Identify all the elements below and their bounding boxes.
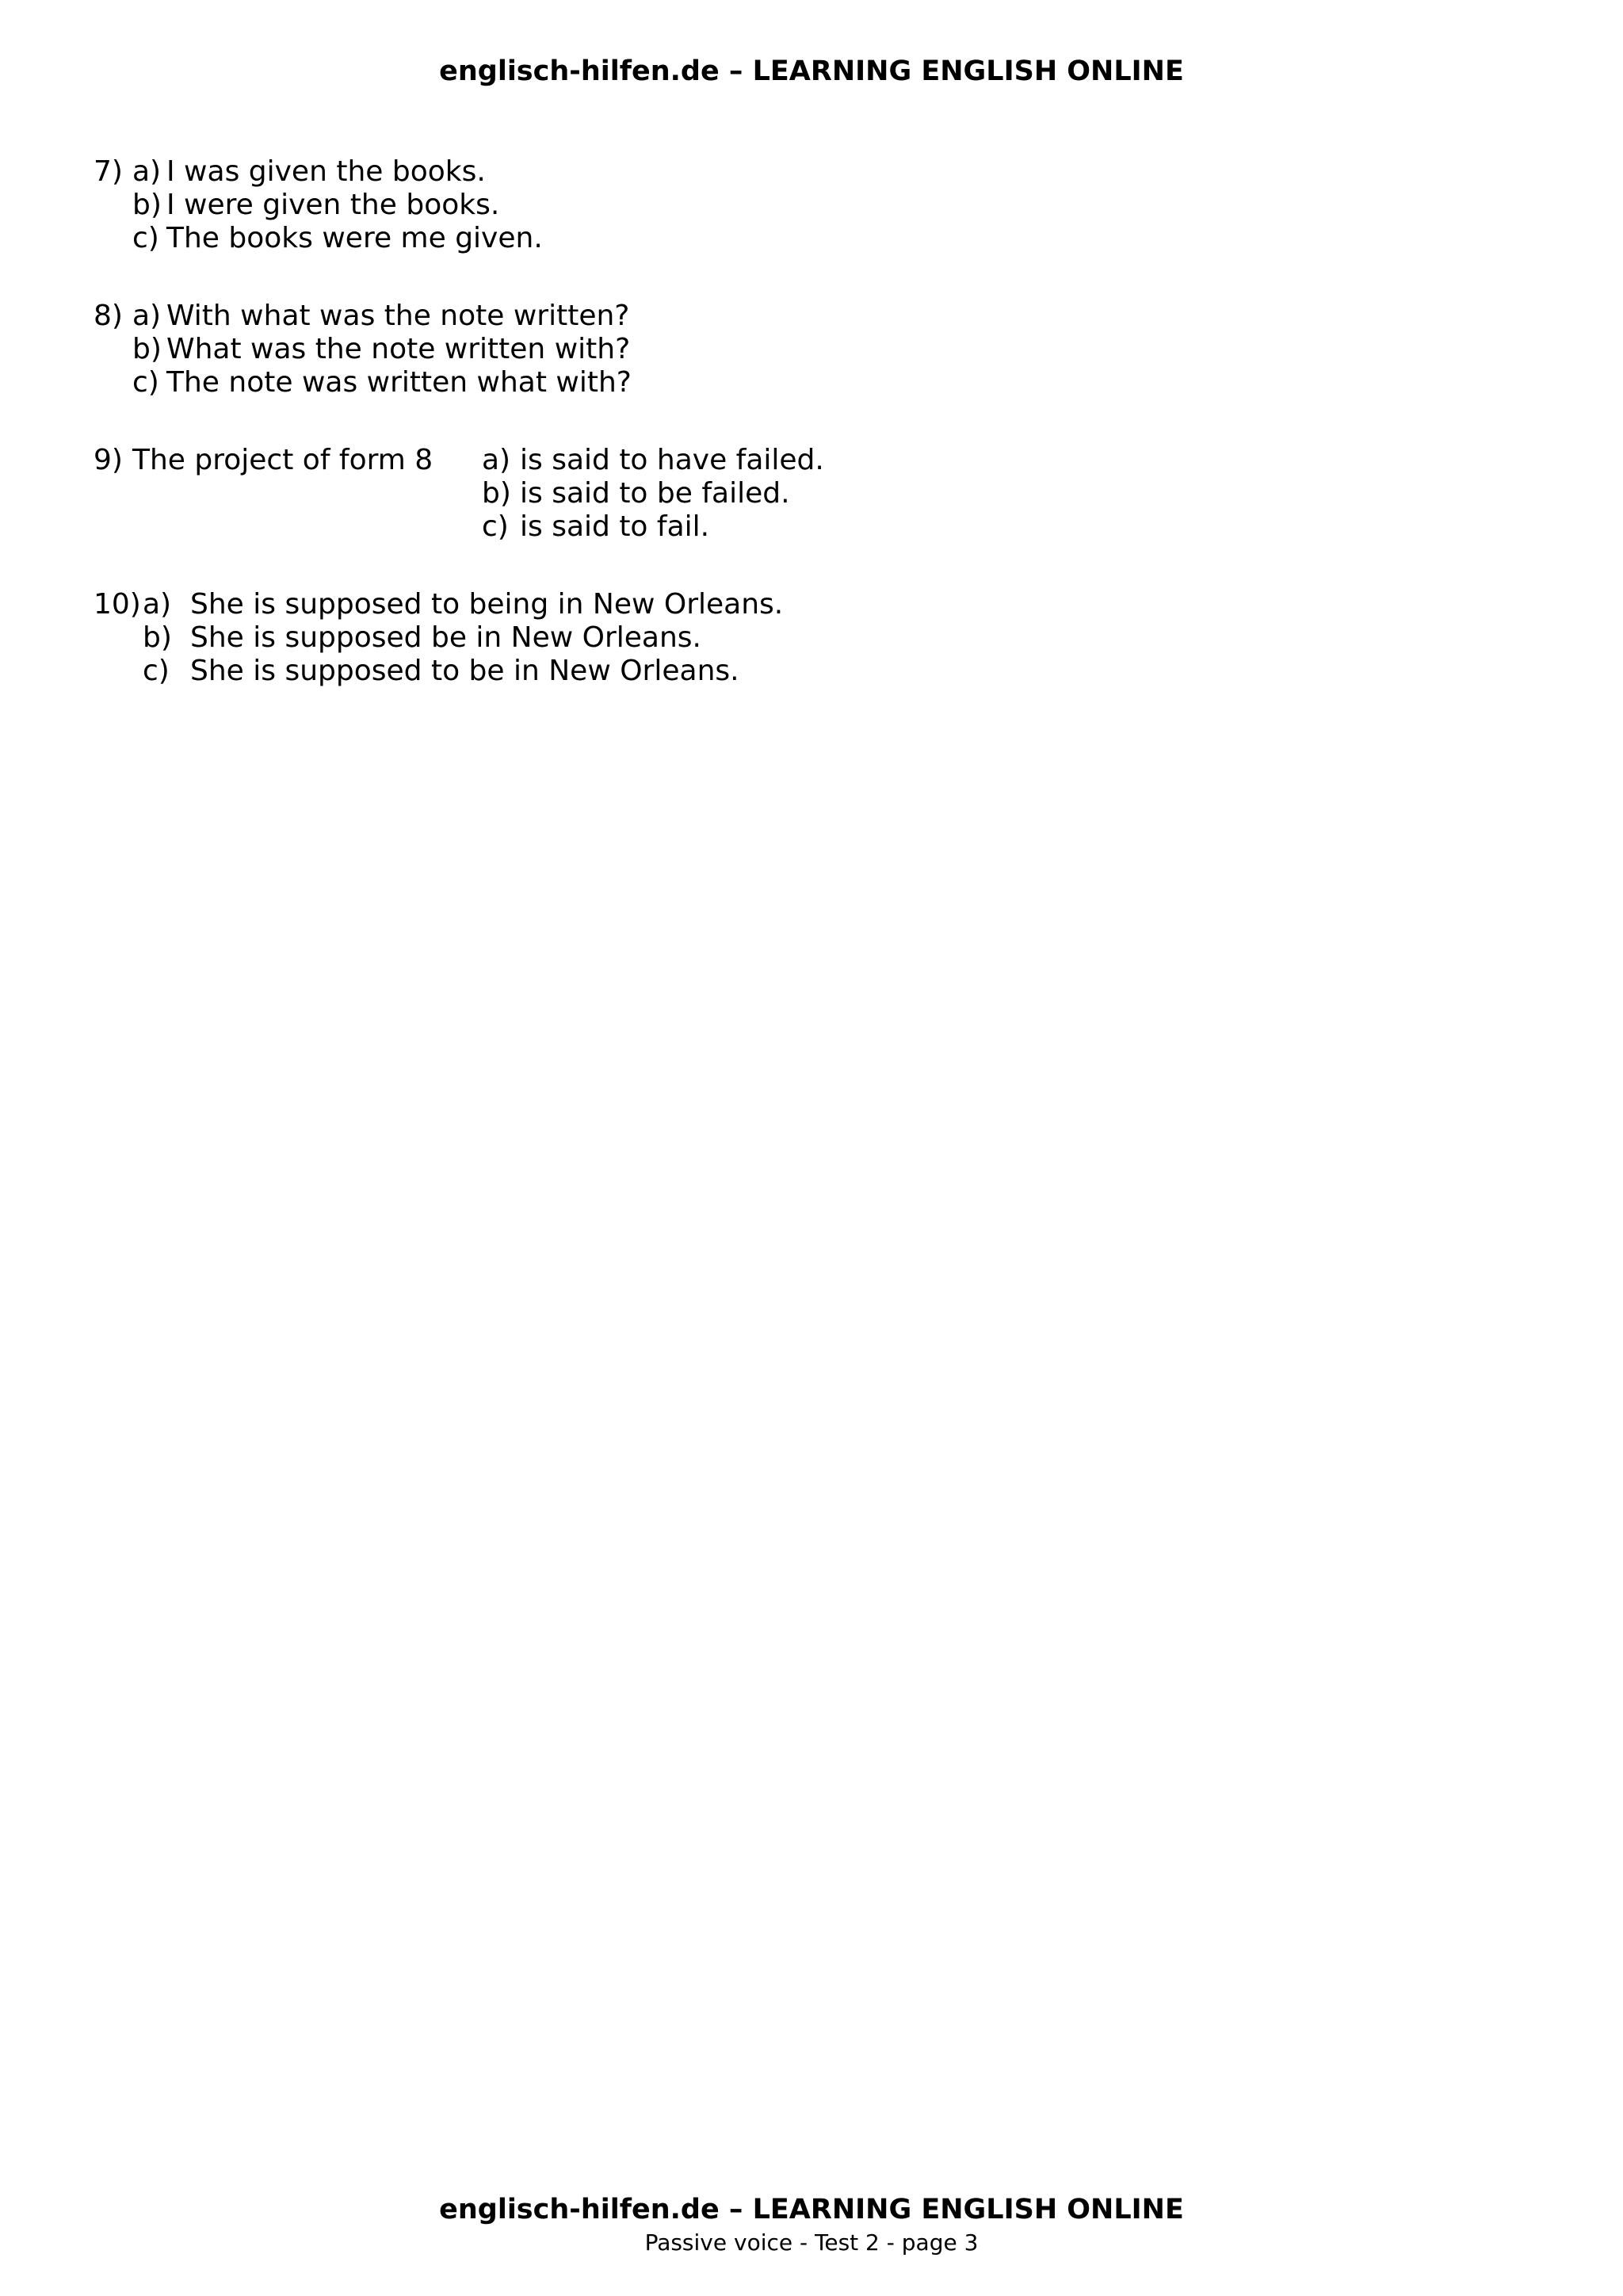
- option-letter: c): [482, 510, 509, 543]
- option-text: With what was the note written?: [166, 300, 630, 332]
- option-text: I was given the books.: [166, 155, 486, 188]
- option-letter: b): [143, 621, 172, 654]
- option-text: is said to be failed.: [520, 477, 790, 510]
- option-text: I were given the books.: [166, 189, 500, 221]
- option-letter: b): [132, 333, 162, 365]
- question-number: 10): [94, 588, 141, 621]
- question-stem: The project of form 8: [132, 444, 433, 476]
- option-text: What was the note written with?: [166, 333, 631, 365]
- option-letter: a): [143, 588, 172, 621]
- option-text: The note was written what with?: [166, 366, 632, 399]
- option-text: She is supposed to be in New Orleans.: [190, 655, 739, 687]
- option-text: is said to fail.: [520, 510, 710, 543]
- footer-subtitle: Passive voice - Test 2 - page 3: [644, 2229, 979, 2256]
- page-header: englisch-hilfen.de – LEARNING ENGLISH ONLINE: [439, 55, 1184, 87]
- option-text: She is supposed be in New Orleans.: [190, 621, 701, 654]
- footer-title: englisch-hilfen.de – LEARNING ENGLISH ONLINE: [439, 2194, 1184, 2225]
- option-letter: a): [482, 444, 511, 476]
- option-letter: a): [132, 300, 162, 332]
- option-letter: c): [132, 222, 159, 254]
- option-letter: c): [143, 655, 170, 687]
- option-letter: b): [132, 189, 162, 221]
- question-number: 7): [94, 155, 123, 188]
- option-letter: a): [132, 155, 162, 188]
- question-number: 9): [94, 444, 123, 476]
- option-text: The books were me given.: [166, 222, 543, 254]
- option-text: She is supposed to being in New Orleans.: [190, 588, 784, 621]
- page-footer: [0, 2191, 1623, 2257]
- option-text: is said to have failed.: [520, 444, 824, 476]
- question-number: 8): [94, 300, 123, 332]
- option-letter: b): [482, 477, 511, 510]
- option-letter: c): [132, 366, 159, 399]
